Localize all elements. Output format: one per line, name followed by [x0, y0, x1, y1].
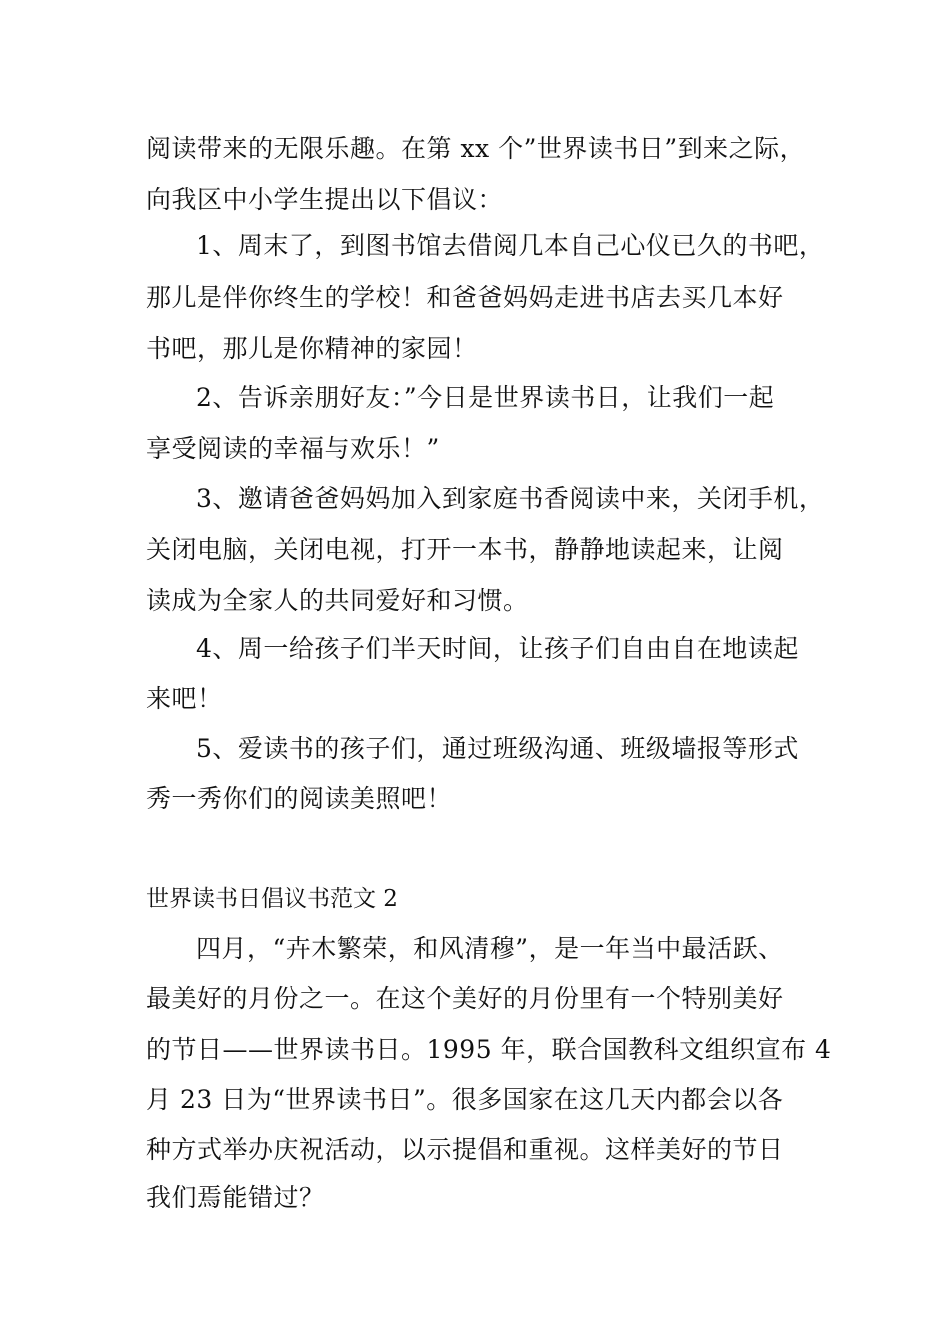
item-3-line-2: 关闭电脑，关闭电视，打开一本书，静静地读起来，让阅	[146, 535, 784, 564]
intro-line-2: 向我区中小学生提出以下倡议：	[146, 185, 504, 214]
intro-line-1: 阅读带来的无限乐趣。在第 xx 个”世界读书日”到来之际，	[146, 134, 806, 163]
section-2-line-6: 我们焉能错过？	[146, 1183, 325, 1212]
item-4-line-2: 来吧！	[146, 684, 223, 713]
section-2-line-3: 的节日——世界读书日。1995 年，联合国教科文组织宣布 4	[146, 1035, 832, 1064]
item-3-line-1: 3、邀请爸爸妈妈加入到家庭书香阅读中来，关闭手机，	[196, 484, 825, 513]
section-2-line-5: 种方式举办庆祝活动，以示提倡和重视。这样美好的节日	[146, 1135, 784, 1164]
item-4-line-1: 4、周一给孩子们半天时间，让孩子们自由自在地读起	[196, 634, 799, 663]
section-2-heading: 世界读书日倡议书范文 2	[146, 886, 398, 912]
section-2-line-4: 月 23 日为“世界读书日”。很多国家在这几天内都会以各	[146, 1085, 784, 1114]
section-2-line-2: 最美好的月份之一。在这个美好的月份里有一个特别美好	[146, 984, 784, 1013]
item-1-line-1: 1、周末了，到图书馆去借阅几本自己心仪已久的书吧，	[196, 231, 825, 260]
item-5-line-1: 5、爱读书的孩子们，通过班级沟通、班级墙报等形式	[196, 734, 799, 763]
item-3-line-3: 读成为全家人的共同爱好和习惯。	[146, 586, 529, 615]
section-2-line-1: 四月，“卉木繁荣，和风清穆”，是一年当中最活跃、	[196, 934, 784, 963]
item-2-line-1: 2、告诉亲朋好友：”今日是世界读书日，让我们一起	[196, 383, 775, 412]
item-5-line-2: 秀一秀你们的阅读美照吧！	[146, 784, 453, 813]
item-1-line-3: 书吧，那儿是你精神的家园！	[146, 334, 478, 363]
item-2-line-2: 享受阅读的幸福与欢乐！”	[146, 434, 440, 463]
item-1-line-2: 那儿是伴你终生的学校！和爸爸妈妈走进书店去买几本好	[146, 283, 784, 312]
